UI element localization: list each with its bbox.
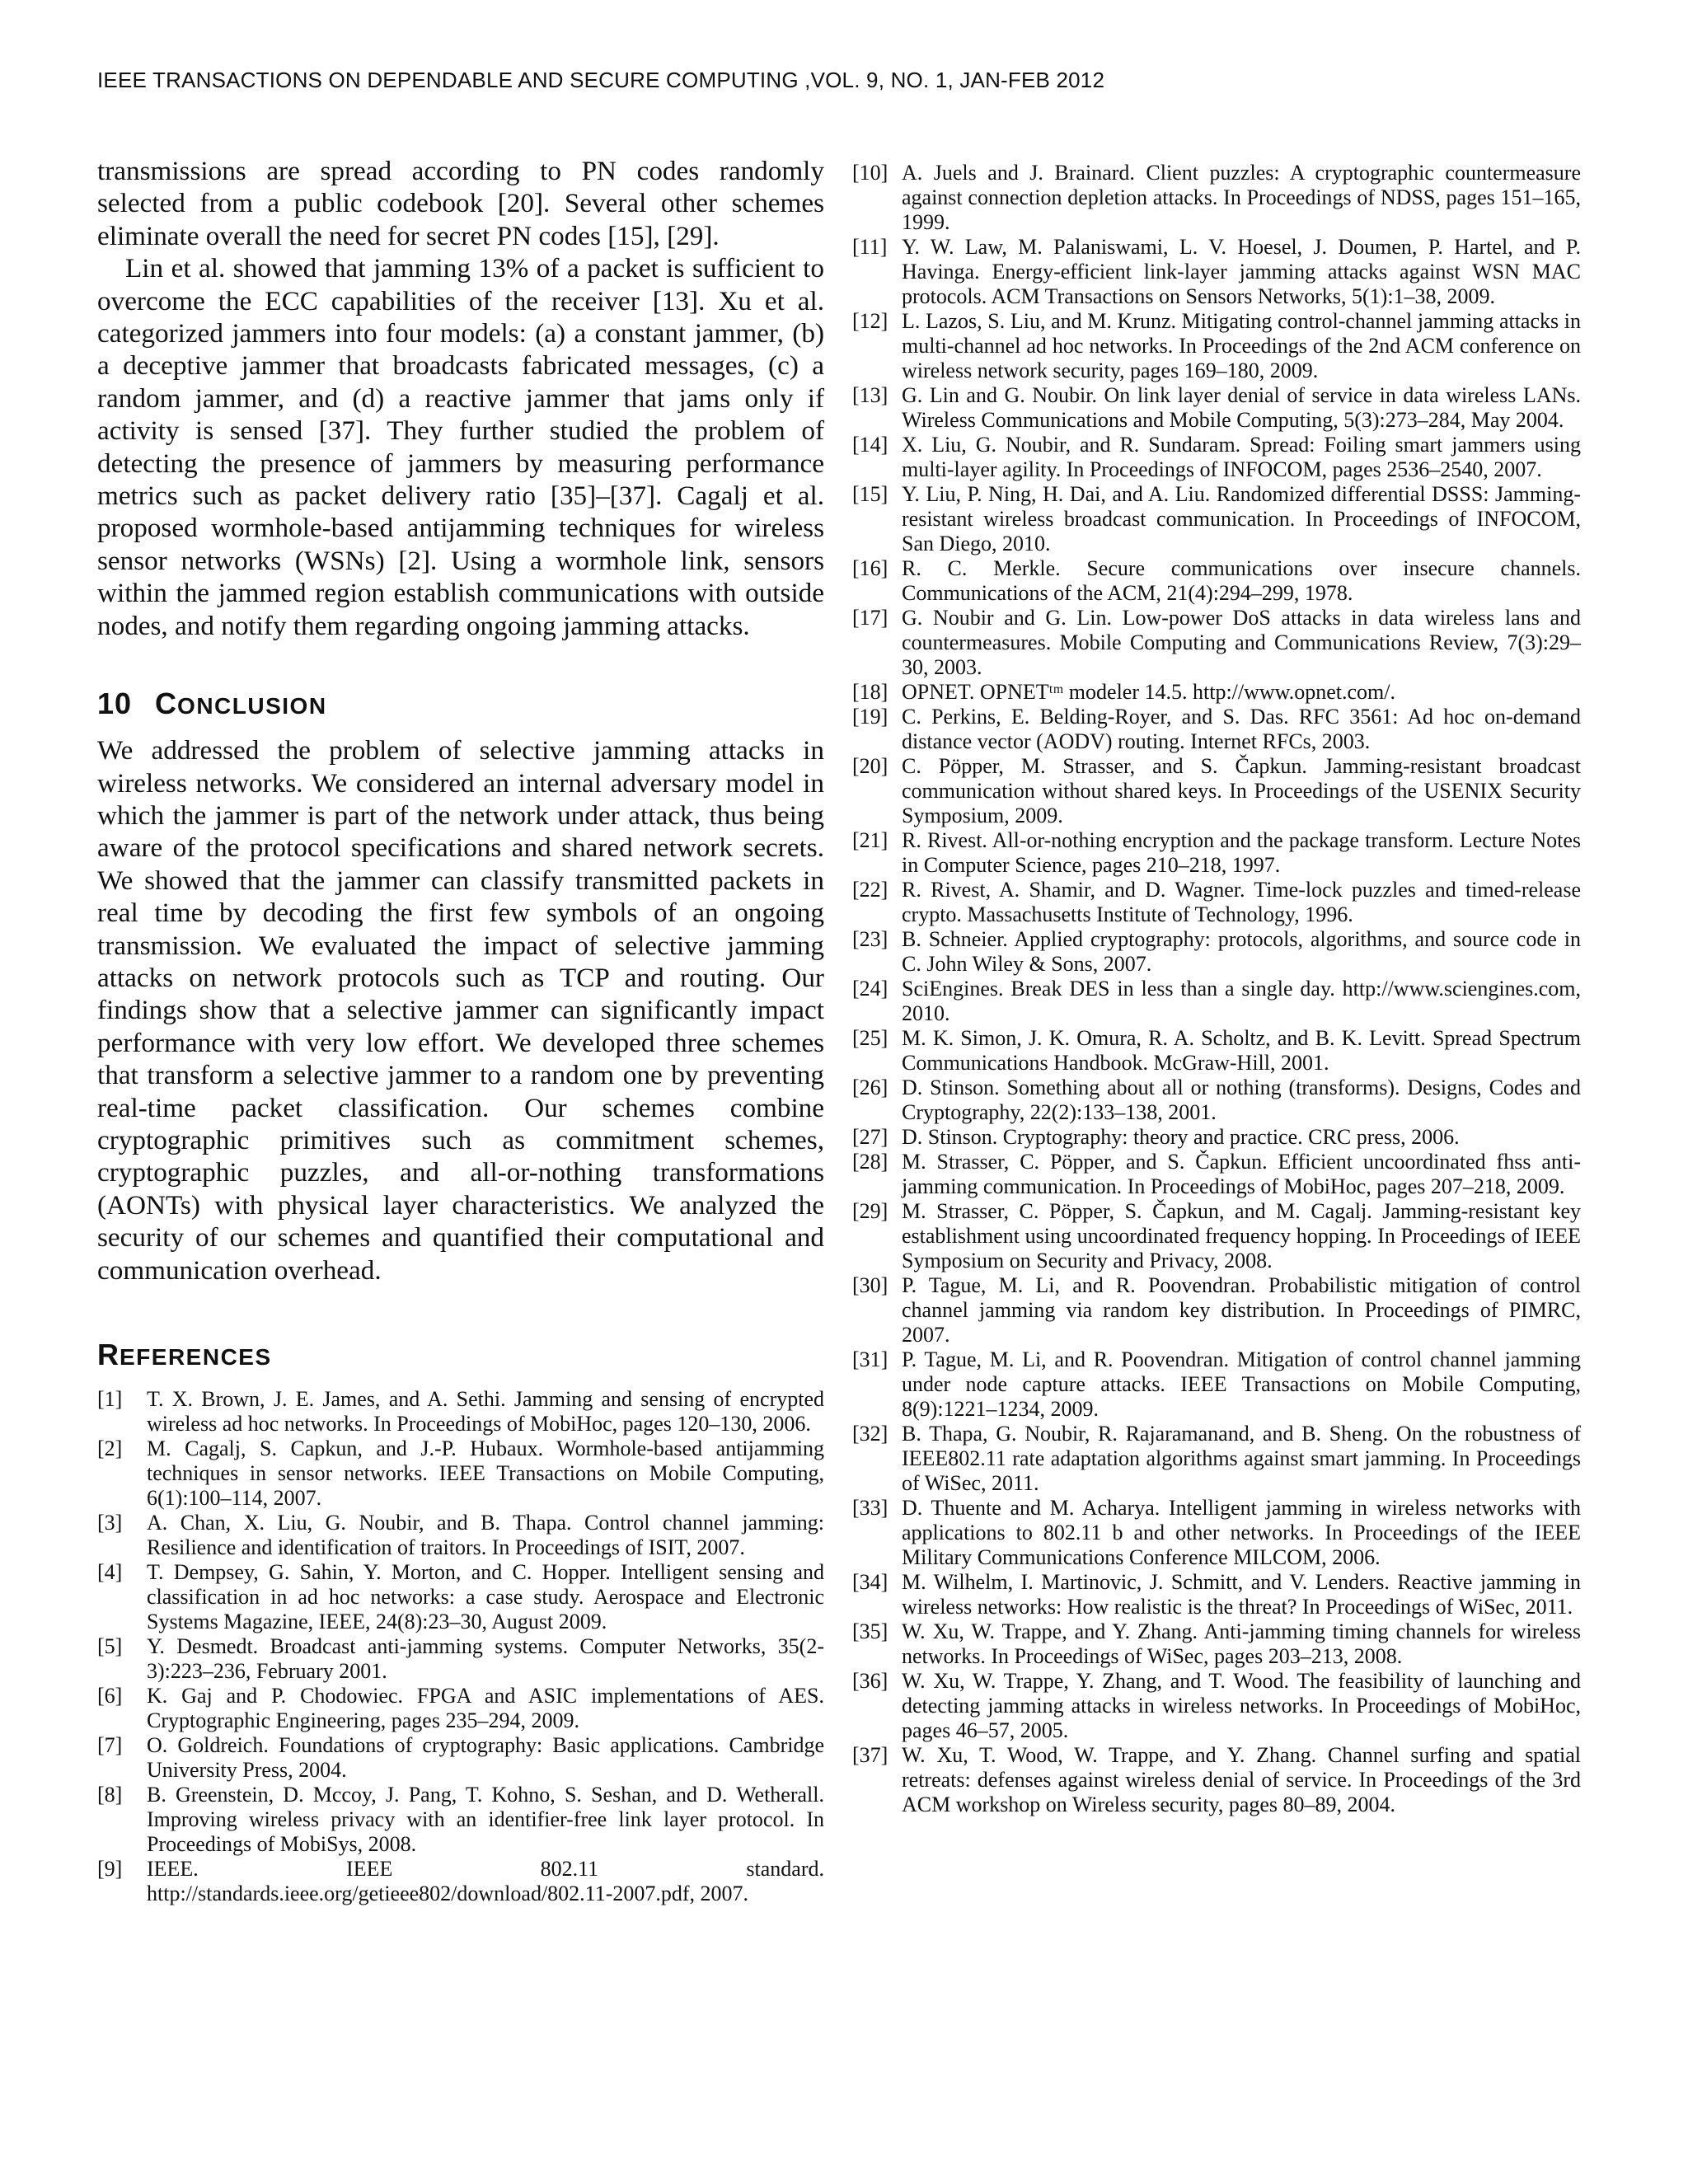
- reference-number: [26]: [852, 1076, 889, 1099]
- reference-number: [20]: [852, 754, 889, 778]
- reference-text: P. Tague, M. Li, and R. Poovendran. Mitigation of control channel jamming under node capture attacks. IEEE Transactions on Mobile Computing, 8(9):1221–1234, 2009.: [902, 1347, 1581, 1421]
- reference-text: OPNET. OPNETᵗᵐ modeler 14.5. http://www.opnet.com/.: [902, 680, 1396, 704]
- reference-text: C. Perkins, E. Belding-Royer, and S. Das. RFC 3561: Ad hoc on-demand distance vector (AODV) routing. Internet RFCs, 2003.: [902, 705, 1581, 753]
- reference-number: [8]: [97, 1783, 123, 1807]
- reference-number: [14]: [852, 433, 889, 457]
- reference-item: [97, 1511, 824, 1560]
- conclusion-title-initial: C: [155, 687, 178, 721]
- reference-item: [852, 1743, 1581, 1817]
- body-paragraph-2: Lin et al. showed that jamming 13% of a packet is sufficient to overcome the ECC capabilities of the receiver [13]. Xu et al. categorized jammers into four models: (a) a constant jammer, (b) a deceptive jammer that broadcasts fabricated messages, (c) a random jammer, and (d) a reactive jammer that jams only if activity is sensed [37]. They further studied the problem of detecting the presence of jammers by measuring performance metrics such as packet delivery ratio [35]–[37]. Cagalj et al. proposed wormhole-based antijamming techniques for wireless sensor networks (WSNs) [2]. Using a wormhole link, sensors within the jammed region establish communications with outside nodes, and notify them regarding ongoing jamming attacks.: [97, 253, 824, 641]
- reference-text: B. Greenstein, D. Mccoy, J. Pang, T. Kohno, S. Seshan, and D. Wetherall. Improving wireless privacy with an identifier-free link layer protocol. In Proceedings of MobiSys, 2008.: [147, 1783, 824, 1856]
- reference-text: L. Lazos, S. Liu, and M. Krunz. Mitigating control-channel jamming attacks in multi-channel ad hoc networks. In Proceedings of the 2nd ACM conference on wireless network security, pages 169–180, 2009.: [902, 309, 1581, 382]
- reference-item: [97, 1387, 824, 1436]
- reference-number: [28]: [852, 1150, 889, 1174]
- reference-text: B. Schneier. Applied cryptography: protocols, algorithms, and source code in C. John Wiley & Sons, 2007.: [902, 927, 1581, 976]
- reference-item: [852, 433, 1581, 482]
- reference-item: [852, 1150, 1581, 1199]
- reference-number: [36]: [852, 1669, 889, 1693]
- reference-item: [97, 1783, 824, 1857]
- reference-text: R. C. Merkle. Secure communications over insecure channels. Communications of the ACM, 21(4):294–299, 1978.: [902, 556, 1581, 605]
- reference-item: [852, 1347, 1581, 1422]
- reference-number: [11]: [852, 235, 888, 259]
- conclusion-title-rest: ONCLUSION: [177, 693, 327, 719]
- reference-item: [852, 927, 1581, 977]
- reference-item: [852, 878, 1581, 927]
- body-paragraph-1: transmissions are spread according to PN codes randomly selected from a public codebook [20]. Several other schemes eliminate overall the need for secret PN codes [15], [29].: [97, 156, 824, 251]
- reference-text: G. Noubir and G. Lin. Low-power DoS attacks in data wireless lans and countermeasures. Mobile Computing and Communications Review, 7(3):29–30, 2003.: [902, 606, 1581, 679]
- reference-list-left: [97, 1387, 824, 1906]
- reference-item: [852, 1273, 1581, 1347]
- reference-item: [97, 1684, 824, 1733]
- reference-item: [852, 1619, 1581, 1669]
- reference-text: M. Strasser, C. Pöpper, S. Čapkun, and M. Cagalj. Jamming-resistant key establishment using uncoordinated frequency hopping. In Proceedings of IEEE Symposium on Security and Privacy, 2008.: [902, 1199, 1581, 1272]
- reference-text: D. Thuente and M. Acharya. Intelligent jamming in wireless networks with applications to 802.11 b and other networks. In Proceedings of the IEEE Military Communications Conference MILCOM, 2006.: [902, 1496, 1581, 1569]
- reference-number: [15]: [852, 482, 889, 506]
- reference-text: C. Pöpper, M. Strasser, and S. Čapkun. Jamming-resistant broadcast communication without shared keys. In Proceedings of the USENIX Security Symposium, 2009.: [902, 754, 1581, 827]
- reference-number: [16]: [852, 556, 889, 580]
- reference-number: [2]: [97, 1436, 123, 1460]
- reference-text: W. Xu, W. Trappe, Y. Zhang, and T. Wood. The feasibility of launching and detecting jamming attacks in wireless networks. In Proceedings of MobiHoc, pages 46–57, 2005.: [902, 1669, 1581, 1742]
- references-heading: [97, 1338, 824, 1372]
- reference-number: [4]: [97, 1560, 123, 1584]
- reference-number: [12]: [852, 309, 889, 333]
- reference-text: Y. Desmedt. Broadcast anti-jamming systems. Computer Networks, 35(2-3):223–236, February 2001.: [147, 1634, 824, 1683]
- reference-text: SciEngines. Break DES in less than a single day. http://www.sciengines.com, 2010.: [902, 977, 1581, 1025]
- reference-number: [13]: [852, 383, 889, 407]
- reference-text: P. Tague, M. Li, and R. Poovendran. Probabilistic mitigation of control channel jamming via random key distribution. In Proceedings of PIMRC, 2007.: [902, 1273, 1581, 1347]
- conclusion-paragraph: We addressed the problem of selective jamming attacks in wireless networks. We considered an internal adversary model in which the jammer is part of the network under attack, thus being aware of the protocol specifications and shared network secrets. We showed that the jammer can classify transmitted packets in real time by decoding the first few symbols of an ongoing transmission. We evaluated the impact of selective jamming attacks on network protocols such as TCP and routing. Our findings show that a selective jammer can significantly impact performance with very low effort. We developed three schemes that transform a selective jammer to a random one by preventing real-time packet classification. Our schemes combine cryptographic primitives such as commitment schemes, cryptographic puzzles, and all-or-nothing transformations (AONTs) with physical layer characteristics. We analyzed the security of our schemes and quantified their computational and communication overhead.: [97, 735, 824, 1286]
- reference-item: [852, 606, 1581, 680]
- reference-text: W. Xu, W. Trappe, and Y. Zhang. Anti-jamming timing channels for wireless networks. In Proceedings of WiSec, pages 203–213, 2008.: [902, 1619, 1581, 1668]
- reference-item: [852, 161, 1581, 235]
- reference-item: [852, 754, 1581, 828]
- reference-item: [852, 1669, 1581, 1743]
- reference-text: R. Rivest, A. Shamir, and D. Wagner. Time-lock puzzles and timed-release crypto. Massachusetts Institute of Technology, 1996.: [902, 878, 1581, 926]
- running-head: IEEE TRANSACTIONS ON DEPENDABLE AND SECURE COMPUTING ,VOL. 9, NO. 1, JAN-FEB 2012: [97, 68, 1105, 92]
- reference-item: [852, 556, 1581, 606]
- reference-list-right: [852, 161, 1581, 1817]
- reference-item: [852, 482, 1581, 556]
- reference-number: [32]: [852, 1422, 889, 1446]
- conclusion-heading: [97, 687, 824, 721]
- reference-text: B. Thapa, G. Noubir, R. Rajaramanand, and B. Sheng. On the robustness of IEEE802.11 rate adaptation algorithms against smart jamming. In Proceedings of WiSec, 2011.: [902, 1422, 1581, 1495]
- reference-text: M. K. Simon, J. K. Omura, R. A. Scholtz, and B. K. Levitt. Spread Spectrum Communications Handbook. McGraw-Hill, 2001.: [902, 1026, 1581, 1075]
- reference-number: [1]: [97, 1387, 123, 1411]
- reference-number: [17]: [852, 606, 889, 630]
- reference-text: M. Cagalj, S. Capkun, and J.-P. Hubaux. Wormhole-based antijamming techniques in sensor networks. IEEE Transactions on Mobile Computing, 6(1):100–114, 2007.: [147, 1436, 824, 1510]
- reference-item: [852, 1422, 1581, 1496]
- reference-number: [22]: [852, 878, 889, 902]
- reference-item: [852, 1199, 1581, 1273]
- reference-item: [852, 977, 1581, 1026]
- reference-item: [852, 1570, 1581, 1619]
- reference-number: [34]: [852, 1570, 889, 1594]
- reference-item: [852, 1496, 1581, 1570]
- reference-text: M. Wilhelm, I. Martinovic, J. Schmitt, and V. Lenders. Reactive jamming in wireless networks: How realistic is the threat? In Proceedings of WiSec, 2011.: [902, 1570, 1581, 1619]
- reference-item: [97, 1560, 824, 1634]
- reference-text: D. Stinson. Something about all or nothing (transforms). Designs, Codes and Cryptography, 22(2):133–138, 2001.: [902, 1076, 1581, 1124]
- reference-item: [852, 705, 1581, 754]
- reference-item: [97, 1634, 824, 1684]
- reference-text: A. Chan, X. Liu, G. Noubir, and B. Thapa. Control channel jamming: Resilience and identification of traitors. In Proceedings of ISIT, 2007.: [147, 1511, 824, 1559]
- references-title-rest: EFERENCES: [120, 1344, 272, 1370]
- reference-text: Y. Liu, P. Ning, H. Dai, and A. Liu. Randomized differential DSSS: Jamming-resistant wireless broadcast communication. In Proceedings of INFOCOM, San Diego, 2010.: [902, 482, 1581, 555]
- reference-text: O. Goldreich. Foundations of cryptography: Basic applications. Cambridge University Press, 2004.: [147, 1733, 824, 1782]
- reference-number: [27]: [852, 1125, 889, 1149]
- reference-number: [30]: [852, 1273, 889, 1297]
- reference-number: [23]: [852, 927, 889, 951]
- reference-number: [29]: [852, 1199, 889, 1223]
- reference-text: X. Liu, G. Noubir, and R. Sundaram. Spread: Foiling smart jammers using multi-layer agility. In Proceedings of INFOCOM, pages 2536–2540, 2007.: [902, 433, 1581, 481]
- reference-item: [852, 680, 1581, 705]
- reference-text: T. X. Brown, J. E. James, and A. Sethi. Jamming and sensing of encrypted wireless ad hoc networks. In Proceedings of MobiHoc, pages 120–130, 2006.: [147, 1387, 824, 1436]
- reference-item: [852, 235, 1581, 309]
- reference-number: [24]: [852, 977, 889, 1001]
- reference-text: G. Lin and G. Noubir. On link layer denial of service in data wireless LANs. Wireless Communications and Mobile Computing, 5(3):273–284, May 2004.: [902, 383, 1581, 432]
- reference-item: [852, 309, 1581, 383]
- reference-item: [852, 1026, 1581, 1076]
- reference-number: [3]: [97, 1511, 123, 1535]
- reference-item: [852, 828, 1581, 878]
- reference-item: [852, 1125, 1581, 1150]
- reference-number: [10]: [852, 161, 889, 185]
- reference-number: [18]: [852, 680, 889, 704]
- reference-text: D. Stinson. Cryptography: theory and practice. CRC press, 2006.: [902, 1125, 1460, 1149]
- reference-number: [37]: [852, 1743, 889, 1767]
- reference-item: [97, 1436, 824, 1511]
- reference-number: [31]: [852, 1347, 889, 1371]
- references-title-initial: R: [97, 1338, 120, 1371]
- reference-text: M. Strasser, C. Pöpper, and S. Čapkun. Efficient uncoordinated fhss anti-jamming communication. In Proceedings of MobiHoc, pages 207–218, 2009.: [902, 1150, 1581, 1198]
- conclusion-section-number: 10: [97, 687, 133, 721]
- reference-text: K. Gaj and P. Chodowiec. FPGA and ASIC implementations of AES. Cryptographic Engineering, pages 235–294, 2009.: [147, 1684, 824, 1732]
- reference-text: A. Juels and J. Brainard. Client puzzles: A cryptographic countermeasure against connection depletion attacks. In Proceedings of NDSS, pages 151–165, 1999.: [902, 161, 1581, 234]
- reference-number: [25]: [852, 1026, 889, 1050]
- reference-number: [33]: [852, 1496, 889, 1520]
- reference-item: [97, 1733, 824, 1783]
- left-column: [97, 155, 824, 1906]
- right-column: [852, 161, 1581, 1817]
- reference-number: [19]: [852, 705, 889, 729]
- reference-number: [35]: [852, 1619, 889, 1643]
- reference-text: T. Dempsey, G. Sahin, Y. Morton, and C. Hopper. Intelligent sensing and classification in ad hoc networks: a case study. Aerospace and Electronic Systems Magazine, IEEE, 24(8):23–30, August 2009.: [147, 1560, 824, 1633]
- reference-number: [5]: [97, 1634, 123, 1658]
- reference-item: [852, 383, 1581, 433]
- reference-text: R. Rivest. All-or-nothing encryption and the package transform. Lecture Notes in Computer Science, pages 210–218, 1997.: [902, 828, 1581, 877]
- reference-text: IEEE. IEEE 802.11 standard. http://standards.ieee.org/getieee802/download/802.11-2007.pdf, 2007.: [147, 1857, 824, 1905]
- reference-number: [9]: [97, 1857, 123, 1881]
- reference-number: [21]: [852, 828, 889, 852]
- reference-text: Y. W. Law, M. Palaniswami, L. V. Hoesel, J. Doumen, P. Hartel, and P. Havinga. Energy-efficient link-layer jamming attacks against WSN MAC protocols. ACM Transactions on Sensors Networks, 5(1):1–38, 2009.: [902, 235, 1581, 308]
- reference-number: [6]: [97, 1684, 123, 1708]
- reference-item: [97, 1857, 824, 1906]
- reference-text: W. Xu, T. Wood, W. Trappe, and Y. Zhang. Channel surfing and spatial retreats: defenses against wireless denial of service. In Proceedings of the 3rd ACM workshop on Wireless security, pages 80–89, 2004.: [902, 1743, 1581, 1816]
- reference-number: [7]: [97, 1733, 123, 1757]
- reference-item: [852, 1076, 1581, 1125]
